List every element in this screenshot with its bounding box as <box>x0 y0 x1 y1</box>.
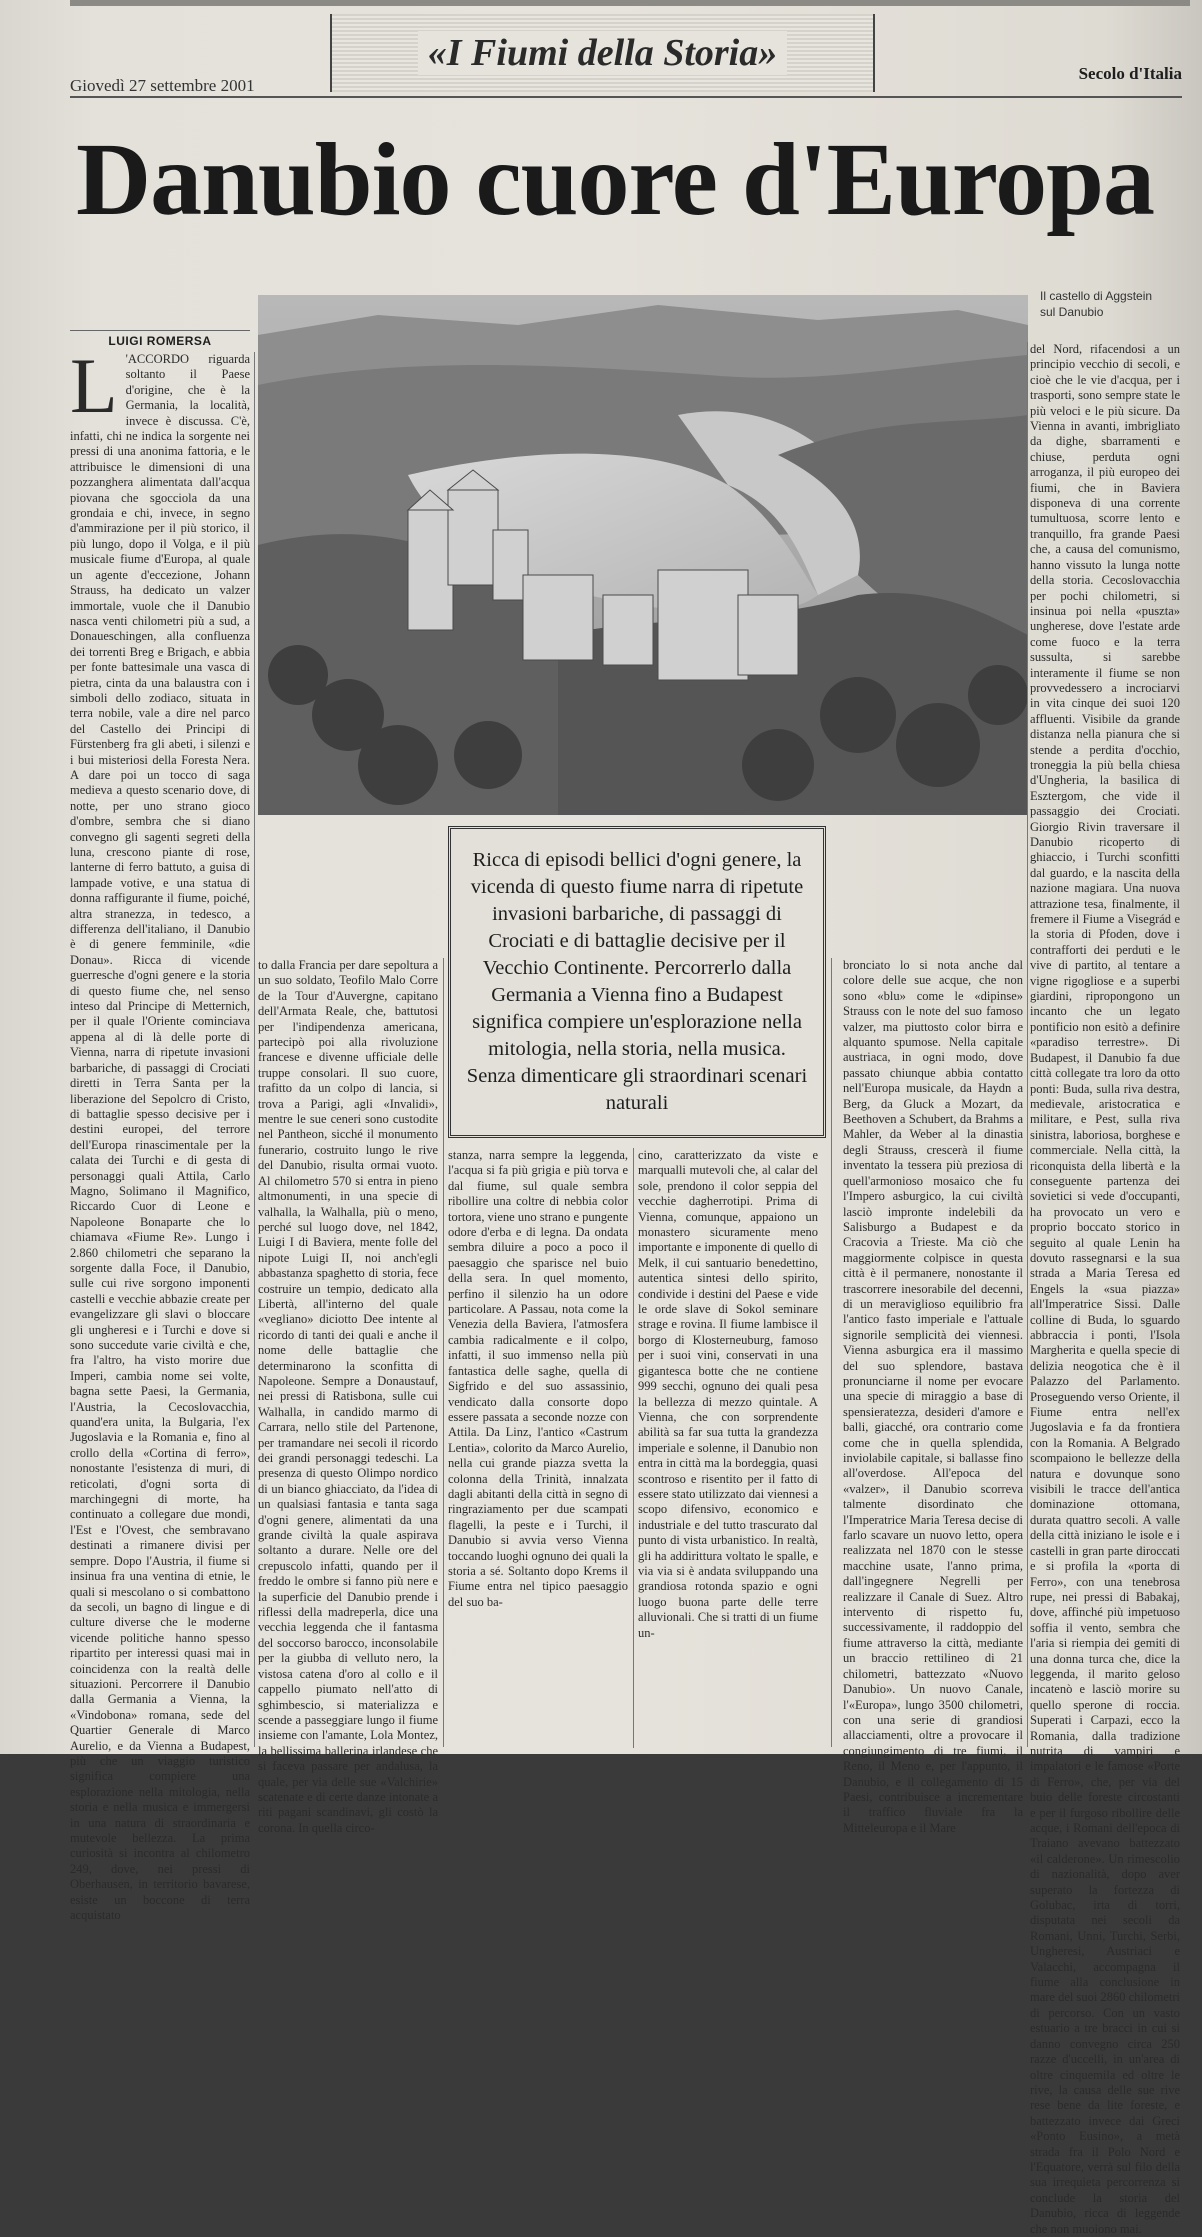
column-1-text: 'ACCORDO riguarda soltanto il Paese d'origine, che è la Germania, la località, invece è discussa. C'è, infatti, chi ne indica la sorgente nei pressi di una anonima fattoria, e le attribuisce le dimensioni di una pozzanghera alimentata dall'acqua piovana che sgocciola da una grondaia e chi, invece, in segno d'ammirazione per il più storico, il più lungo, dopo il Volga, e il più musicale fiume d'Europa, al quale un agente d'eccezione, Johann Strauss, ha dedicato un valzer immortale, vuole che il Danubio nasca venti chilometri più a sud, a Donaueschingen, alla confluenza dei torrenti Breg e Brigach, e abbia per fonte battesimale una vasca di pietra, cinta da una balaustra con i simboli dello zodiaco, situata in terra nobile, vale a dire nel parco del Castello dei Principi di Fürstenberg fra gli abeti, i silenzi e i bui misteriosi della Foresta Nera. A dare poi un tocco di saga medieva a questo scenario dove, di notte, per uno strano gioco d'ombre, sembra che si diano convegno gli sagenti segreti della luna, crescono piante di rose, lanterne di ferro battuto, a guisa di lampade votive, e una statua di donna raffigurante il fiume, poiché, altra stranezza, in tedesco, a differenza dell'italiano, il Danubio è di genere femminile, «die Donau». Ricca di vicende guerresche d'ogni genere e la storia di questo fiume che, nel senso inteso dal Principe di Metternich, per il quale l'Oriente cominciava appena al di là delle porte di Vienna, narra di ripetute invasioni barbariche, di passaggi di Crociati diretti in Terra Santa per la liberazione del Sepolcro di Cristo, di battaglie spesso decisive per i destini europei, del terrore dell'Europa rinascimentale per la calata dei Turchi e di gesta di personaggi quali Attila, Carlo Magno, Solimano il Magnifico, Riccardo Cuor di Leone e Napoleone Bonaparte che lo chiamava «Fiume Re». Lungo i 2.860 chilometri che separano la sorgente dalla Foce, il Danubio, sulle cui rive sorgono imponenti castelli e vecchie abbazie create per evangelizzare gli slavi o bloccare gli ungheresi e i Turchi e dove si sono succedute varie civiltà e che, fra l'altro, ha visto morire due Imperi, cambia nome sei volte, bagna sette Paesi, la Germania, l'Austria, la Cecoslovacchia, quand'era unita, la Bulgaria, l'ex Jugoslavia e la Romania e, fino al crollo della «Cortina di ferro», nonostante l'esistenza di muri, di reticolati, d'ogni sorta di marchingegni di morte, ha continuato a collegare due mondi, l'Est e l'Ovest, che sembravano destinati a rimanere divisi per sempre. Dopo l'Austria, il fiume si insinua fra una ventina di etnie, le quali si mescolano o si combattono da secoli, un bagno di lingue e di culture diverse che le moderne vicende politiche hanno spesso ripartito per interessi quasi mai in coincidenza con la realtà delle situazioni. Percorrere il Danubio dalla Germania a Vienna, la «Vindobona» romana, sede del Quartier Generale di Marco Aurelio, e da Vienna a Budapest, più che un viaggio turistico significa compiere una esplorazione nella mitologia, nella storia e nella musica e immergersi in una natura di straordinaria e mutevole bellezza. La prima curiosità si incontra al chilometro 249, dove, nei pressi di Oberhausen, in territorio bavarese, esiste un boccone di terra acquistato <box>70 352 250 1923</box>
pull-quote-text: Ricca di episodi bellici d'ogni genere, la vicenda di questo fiume narra di ripetute invasioni barbariche, di passaggi di Crociati e di battaglie decisive per il Vecchio Continente. Percorrerlo dalla Germania a Vienna fino a Budapest significa compiere un'esplorazione nella mitologia, nella storia, nella musica. Senza dimenticare gli straordinari scenari naturali <box>466 849 808 1114</box>
castle-photo <box>258 295 1028 815</box>
headline: Danubio cuore d'Europa <box>75 122 1155 237</box>
article-column-1 <box>70 342 250 1923</box>
column-divider <box>633 1148 634 1748</box>
header-rule <box>70 96 1182 98</box>
column-3-text: stanza, narra sempre la leggenda, l'acqua si fa più grigia e più torva e dal fiume, sul quale sembra ribollire una coltre di nebbia color tortora, viene uno strano e pungente odore d'erba e di legna. Da ondata sembra diluire a poco a poco il paesaggio che sparisce nel buio della sera. In quel momento, perfino il silenzio ha un odore particolare. A Passau, nota come la Venezia della Baviera, l'atmosfera cambia radicalmente e il colpo, infatti, il suo immenso nella più fantastica delle saghe, quella di Sigfrido e del suo assassinio, vendicato dalla consorte dopo essere passata a seconde nozze con Attila. Da Linz, l'antico «Castrum Lentia», colorito da Marco Aurelio, nella cui grande piazza svetta la colonna della Trinità, innalzata dagli abitanti della città in segno di ringraziamento per due scampati flagelli, la peste e i Turchi, il Danubio si avvia verso Vienna toccando luoghi ognuno dei quali la storia a sé. Soltanto dopo Krems il Fiume entra nel tipico paesaggio del suo ba- <box>448 1148 628 1609</box>
column-divider <box>254 352 255 1747</box>
column-divider <box>1027 342 1028 1747</box>
series-title: «I Fiumi della Storia» <box>418 31 787 75</box>
article-column-3 <box>448 1148 628 1748</box>
column-5-text: bronciato lo si nota anche dal colore delle sue acque, che non sono «blu» come le «dipinse» Strauss con le note del suo famoso valzer, ma piuttosto color birra e alquanto spumose. Nella capitale austriaca, in ogni modo, dove passato chiunque abbia contatto nell'Europa musicale, da Haydn a Berg, da Gluck a Mozart, da Beethoven a Schubert, da Brahms a Mahler, da Weber al la dinastia degli Strauss, crescerà il fiume inventato la tessera più preziosa di quell'armonioso mosaico che fu l'Impero asburgico, la cui civiltà lasciò impronte indelebili da Salisburgo a Budapest e da Cracovia a Trieste. Ma ciò che maggiormente colpisce in questa città è il permanere, nonostante il trascorrere inesorabile del decenni, di un meraviglioso equilibrio fra l'antico fasto imperiale e l'attuale signorile semplicità dei viennesi. Vienna asburgica era il massimo del suo splendore, bastava pronunciarne il nome per evocare una specie di miraggio a base di spensieratezza, desideri d'amore e balli, giacché, ora contrario come come che in quella splendida, inviolabile capitale, si ballasse fino all'overdose. All'epoca del «valzer», il Danubio scorreva talmente disordinato che l'Imperatrice Maria Teresa decise di farlo scavare un nuovo letto, opera realizzata nel 1870 con le stesse macchine usate, l'anno prima, dall'ingegnere Negrelli per realizzare il Canale di Suez. Altro intervento di rispetto fu, successivamente, il raddoppio del fiume attraverso la città, mediante un braccio rettilineo di 21 chilometri, battezzato «Nuovo Danubio». Un nuovo Canale, l'«Europa», lungo 3500 chilometri, con una serie di grandiosi allacciamenti, oltre a provocare il congiungimento di tre fiumi, il Reno, il Meno e, per l'appunto, il Danubio, e il collegamento di 15 Paesi, contribuisce a incrementare il traffico fluviale fra la Mitteleuropa e il Mare <box>843 958 1023 1835</box>
article-column-2 <box>258 958 438 1835</box>
pull-quote <box>448 826 826 1138</box>
series-banner <box>330 14 875 92</box>
top-band <box>70 0 1190 6</box>
column-4-text: cino, caratterizzato da viste e marqualli mutevoli che, al calar del sole, prendono il color seppia del vecchie dagherrotipi. Prima di Vienna, comunque, appaiono un monastero sicuramente meno importante e imponente di quello di Melk, il cui santuario benedettino, autentica sintesi dello spirito, condivide i destini del Paese e vide le orde slave di Sokol seminare strage e rovina. Il fiume lambisce il borgo di Klosterneuburg, famoso per i suoi vini, conservati in una gigantesca botte che ne contiene 999 secchi, ognuno dei quali pesa la bellezza di mezzo quintale. A Vienna, che con sorprendente abilità sa far sua tutta la grandezza imperiale e solenne, il Danubio non entra in città ma la bordeggia, quasi scontroso e risentito per il fatto di essere stato utilizzato dai viennesi a scopo difensivo, economico e industriale e del tutto trascurato dal punto di vista urbanistico. In realtà, gli ha addirittura voltato le spalle, e via via si è andata sviluppando una grandiosa rotonda spazio e ogni luogo buona parte delle terre alluvionali. Che si tratti di un fiume un- <box>638 1148 818 1640</box>
photo-caption: Il castello di Aggstein sul Danubio <box>1040 289 1153 320</box>
column-divider <box>443 958 444 1747</box>
column-2-text: to dalla Francia per dare sepoltura a un suo soldato, Teofilo Malo Corre de la Tour d'Auvergne, capitano dell'Armata Reale, che, battutosi per l'indipendenza americana, partecipò poi alla rivoluzione francese e divenne ufficiale delle truppe consolari. Il suo cuore, trafitto da un colpo di lancia, si trova a Parigi, agli «Invalidi», mentre le sue ceneri sono custodite nel Pantheon, sicché il monumento funerario, costruito lungo le rive del Danubio, risulta ormai vuoto. Al chilometro 570 si entra in pieno altmonumenti, in una specie di valhalla, la Walhalla, più o meno, perché sul luogo dove, nel 1842, Luigi I di Baviera, mente folle del nipote Luigi II, noi anch'egli abbastanza spaghetto di storia, fece costruire un tempio, dedicato alla Libertà, all'interno del quale «vegliano» diciotto Dee intente al ricordo di tanti dei quali e anche il nome delle battaglie che determinarono la sconfitta di Napoleone. Sempre a Donaustauf, nei pressi di Ratisbona, sulle cui Walhalla, in candido marmo di Carrara, nello stile del Partenone, per tramandare nei secoli il ricordo dei grandi personaggi tedeschi. La presenza di questo Olimpo nordico di un bianco ghiacciato, da l'idea di un qualsiasi fantasia e tanta saga d'ogni genere, alimentati da una grande civiltà la quale aspirava soltanto a durare. Nelle ore del crepuscolo infatti, quando per il freddo le ombre si fanno più nere e la superficie del Danubio prende i riflessi della madreperla, dice una vecchia leggenda che il fantasma del soccorso barocco, inconsolabile per la giubba di velluto nero, la vistosa catena d'oro al collo e il cappello piumato nell'atto di sghimbescio, si materializza e scende a passeggiare lungo il fiume insieme con l'amante, Lola Montez, la bellissima ballerina irlandese che si faceva passare per andalusa, la quale, per via delle sue «Valchirie» scatenate e di certe danze intonate a riti pagani scandinavi, gli costò la corona. In quella circo- <box>258 958 438 1835</box>
article-column-right <box>1030 342 1180 2236</box>
article-column-5 <box>843 958 1023 1835</box>
dateline: Giovedì 27 settembre 2001 <box>70 76 255 95</box>
article-column-4 <box>638 1148 818 1748</box>
byline: LUIGI ROMERSA <box>70 330 250 348</box>
newspaper-name: Secolo d'Italia <box>1078 64 1182 83</box>
castle-landscape-image <box>258 295 1028 815</box>
column-divider <box>831 958 832 1747</box>
column-right-text: del Nord, rifacendosi a un principio vecchio di secoli, e cioè che le vie d'acqua, per i trasporti, sono sempre state le più veloci e le più sicure. Da Vienna in avanti, imbrigliato da dighe, sbarramenti e chiuse, perduta ogni arroganza, il più europeo dei fiumi, che in Baviera disponeva di una corrente tumultuosa, scorre lento e tranquillo, fra grande Paesi che, a causa del comunismo, hanno vissuto la lunga notte della storia. Cecoslovacchia per pochi chilometri, si insinua poi nella «puszta» ungherese, dove l'estate arde come fuoco e la terra sussulta, si sarebbe interamente il fiume se non provvedessero a incrociarvi in vita cinque dei suoi 120 affluenti. Visibile da grande distanza nella pianura che si stende a perdita d'occhio, troneggia la più bella chiesa d'Ungheria, la basilica di Esztergom, che vide il passaggio dei Crociati. Giorgio Rivin traversare il Danubio ricoperto di ghiaccio, i Turchi sconfitti dal guardo, e la nascita della nazione magiara. Una nuova attrazione tesa, finalmente, il fremere il Fiume a Visegrád e la storia di Pfoden, dove i contrafforti dei perduti e le vive di partito, al tentare a vigne rigogliose e a superbi giardini, ripropongono un incanto che un legato pontificio non esitò a definire «paradiso terrestre». Di Budapest, il Danubio fa due città collegate tra loro da otto ponti: Buda, sulla riva destra, medievale, aristocratica e militare, e Pest, sulla riva sinistra, laboriosa, borghese e commerciale. Nella città, la riconquista della libertà e la conseguente partenza dei sovietici si vede d'occupanti, ha provocato un vero e proprio boccato storico in seguito al quale Lenin ha dovuto rassegnarsi e la sua strada a Maria Teresa ed Engels la «sua piazza» all'Imperatrice Sissi. Dalle colline di Buda, lo sguardo abbraccia i ponti, l'Isola Margherita e quella specie di delizia neogotica che è il Palazzo del Parlamento. Proseguendo verso Oriente, il Fiume entra nell'ex Jugoslavia e fa da frontiera con la Romania. A Belgrado scompaiono le bellezze della natura e dovunque sono visibili le tracce dell'antica dominazione ottomana, durata quattro secoli. A valle della città iniziano le isole e i castelli in gran parte diroccati e si profila la «porta di Ferro», con una tenebrosa rupe, nei pressi di Babakaj, dove, affinché più impetuoso soffia il vento, sembra che l'aria si riempia dei gemiti di una donna turca che, dice la leggenda, il marito geloso incatenò e lasciò morire su quello sperone di roccia. Superati i Carpazi, ecco la Romania, dalla tradizione nutrita di vampiri e impalatori e le famose «Porte di Ferro», che, per via del buio delle foreste circostanti e per il furgoso ribollire delle acque, i Romani dell'epoca di Traiano avevano battezzato «il calderone». Un rimescolio di nazionalità, dopo aver superato la fortezza di Golubac, irta di torri, disputata nei secoli da Romani, Unni, Turchi, Serbi, Ungheresi, Austriaci e Valacchi, accompagna il fiume alla conclusione in mare del suoi 2860 chilometri di percorso. Con un vasto estuario a tre bracci in cui si danno convegno circa 250 razze d'uccelli, in un'area di oltre cinquemila ed oltre le rive, la causa delle sue rive rese bene da lite foreste, e battezzato invece dai Greci «Ponto Eusino», a metà strada fra il Polo Nord e l'Equatore, verrà sul filo della sua irrequieta percorrenza si conclude la storia del Danubio, ricca di leggende che non muoiono mai. <box>1030 342 1180 2236</box>
drop-cap: L <box>70 342 118 429</box>
